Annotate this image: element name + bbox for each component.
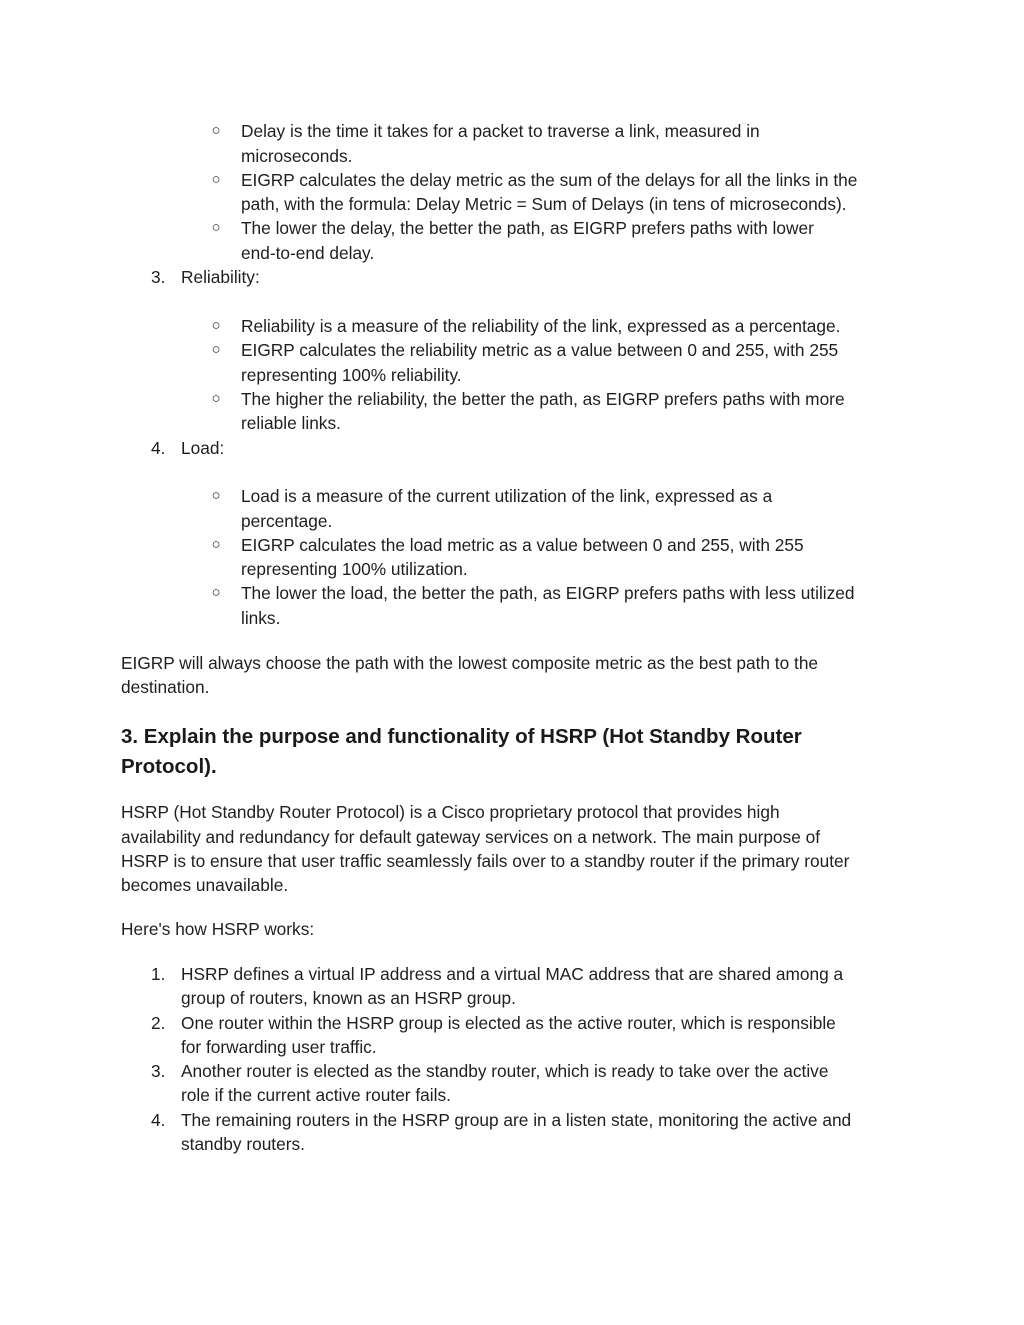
bullet-text: representing 100% reliability. — [241, 365, 462, 385]
list-number: 3. — [151, 267, 166, 287]
bullet-text: links. — [241, 608, 281, 628]
step-text: HSRP defines a virtual IP address and a virtual MAC address that are shared among a — [181, 964, 844, 984]
heading-line: 3. Explain the purpose and functionality of HSRP (Hot Standby Router — [121, 725, 802, 748]
step-text: for forwarding user traffic. — [181, 1037, 377, 1057]
bullet-text: microseconds. — [241, 146, 353, 166]
bullet-text: end-to-end delay. — [241, 243, 375, 263]
list-number: 2. — [151, 1013, 166, 1033]
how-it-works-text: Here's how HSRP works: — [121, 919, 315, 939]
heading-line: Protocol). — [121, 755, 217, 778]
paragraph-line: becomes unavailable. — [121, 875, 289, 895]
bullet-text: reliable links. — [241, 413, 341, 433]
bullet-text: EIGRP calculates the reliability metric as a value between 0 and 255, with 255 — [241, 340, 839, 360]
bullet-text: Load is a measure of the current utilization of the link, expressed as a — [241, 486, 773, 506]
step-text: standby routers. — [181, 1134, 305, 1154]
bullet-marker: ○ — [211, 536, 221, 553]
bullet-text: percentage. — [241, 511, 333, 531]
bullet-marker: ○ — [211, 341, 221, 358]
step-text: role if the current active router fails. — [181, 1085, 451, 1105]
paragraph-line: HSRP (Hot Standby Router Protocol) is a Cisco proprietary protocol that provides high — [121, 802, 780, 822]
bullet-text: EIGRP calculates the load metric as a value between 0 and 255, with 255 — [241, 535, 804, 555]
bullet-marker: ○ — [211, 122, 221, 139]
paragraph-line: destination. — [121, 677, 210, 697]
paragraph-line: HSRP is to ensure that user traffic seamlessly fails over to a standby router if the primary router — [121, 851, 850, 871]
bullet-text: The lower the load, the better the path, as EIGRP prefers paths with less utilized — [241, 583, 855, 603]
bullet-text: Reliability is a measure of the reliability of the link, expressed as a percentage. — [241, 316, 841, 336]
bullet-text: representing 100% utilization. — [241, 559, 468, 579]
bullet-text: EIGRP calculates the delay metric as the sum of the delays for all the links in the — [241, 170, 858, 190]
paragraph-line: EIGRP will always choose the path with the lowest composite metric as the best path to the — [121, 653, 819, 673]
bullet-text: Delay is the time it takes for a packet to traverse a link, measured in — [241, 121, 760, 141]
step-text: One router within the HSRP group is elected as the active router, which is responsible — [181, 1013, 836, 1033]
bullet-marker: ○ — [211, 487, 221, 504]
bullet-text: The higher the reliability, the better the path, as EIGRP prefers paths with more — [241, 389, 845, 409]
bullet-text: The lower the delay, the better the path, as EIGRP prefers paths with lower — [241, 218, 814, 238]
list-number: 4. — [151, 1110, 166, 1130]
paragraph-line: availability and redundancy for default gateway services on a network. The main purpose of — [121, 827, 821, 847]
step-text: The remaining routers in the HSRP group are in a listen state, monitoring the active and — [181, 1110, 852, 1130]
bullet-marker: ○ — [211, 317, 221, 334]
list-number: 4. — [151, 438, 166, 458]
bullet-marker: ○ — [211, 219, 221, 236]
list-number: 3. — [151, 1061, 166, 1081]
step-text: group of routers, known as an HSRP group. — [181, 988, 516, 1008]
list-number: 1. — [151, 964, 166, 984]
bullet-marker: ○ — [211, 584, 221, 601]
bullet-marker: ○ — [211, 171, 221, 188]
bullet-marker: ○ — [211, 390, 221, 407]
step-text: Another router is elected as the standby router, which is ready to take over the active — [181, 1061, 829, 1081]
bullet-text: path, with the formula: Delay Metric = Sum of Delays (in tens of microseconds). — [241, 194, 847, 214]
list-item-label: Reliability: — [181, 267, 260, 287]
list-item-label: Load: — [181, 438, 225, 458]
